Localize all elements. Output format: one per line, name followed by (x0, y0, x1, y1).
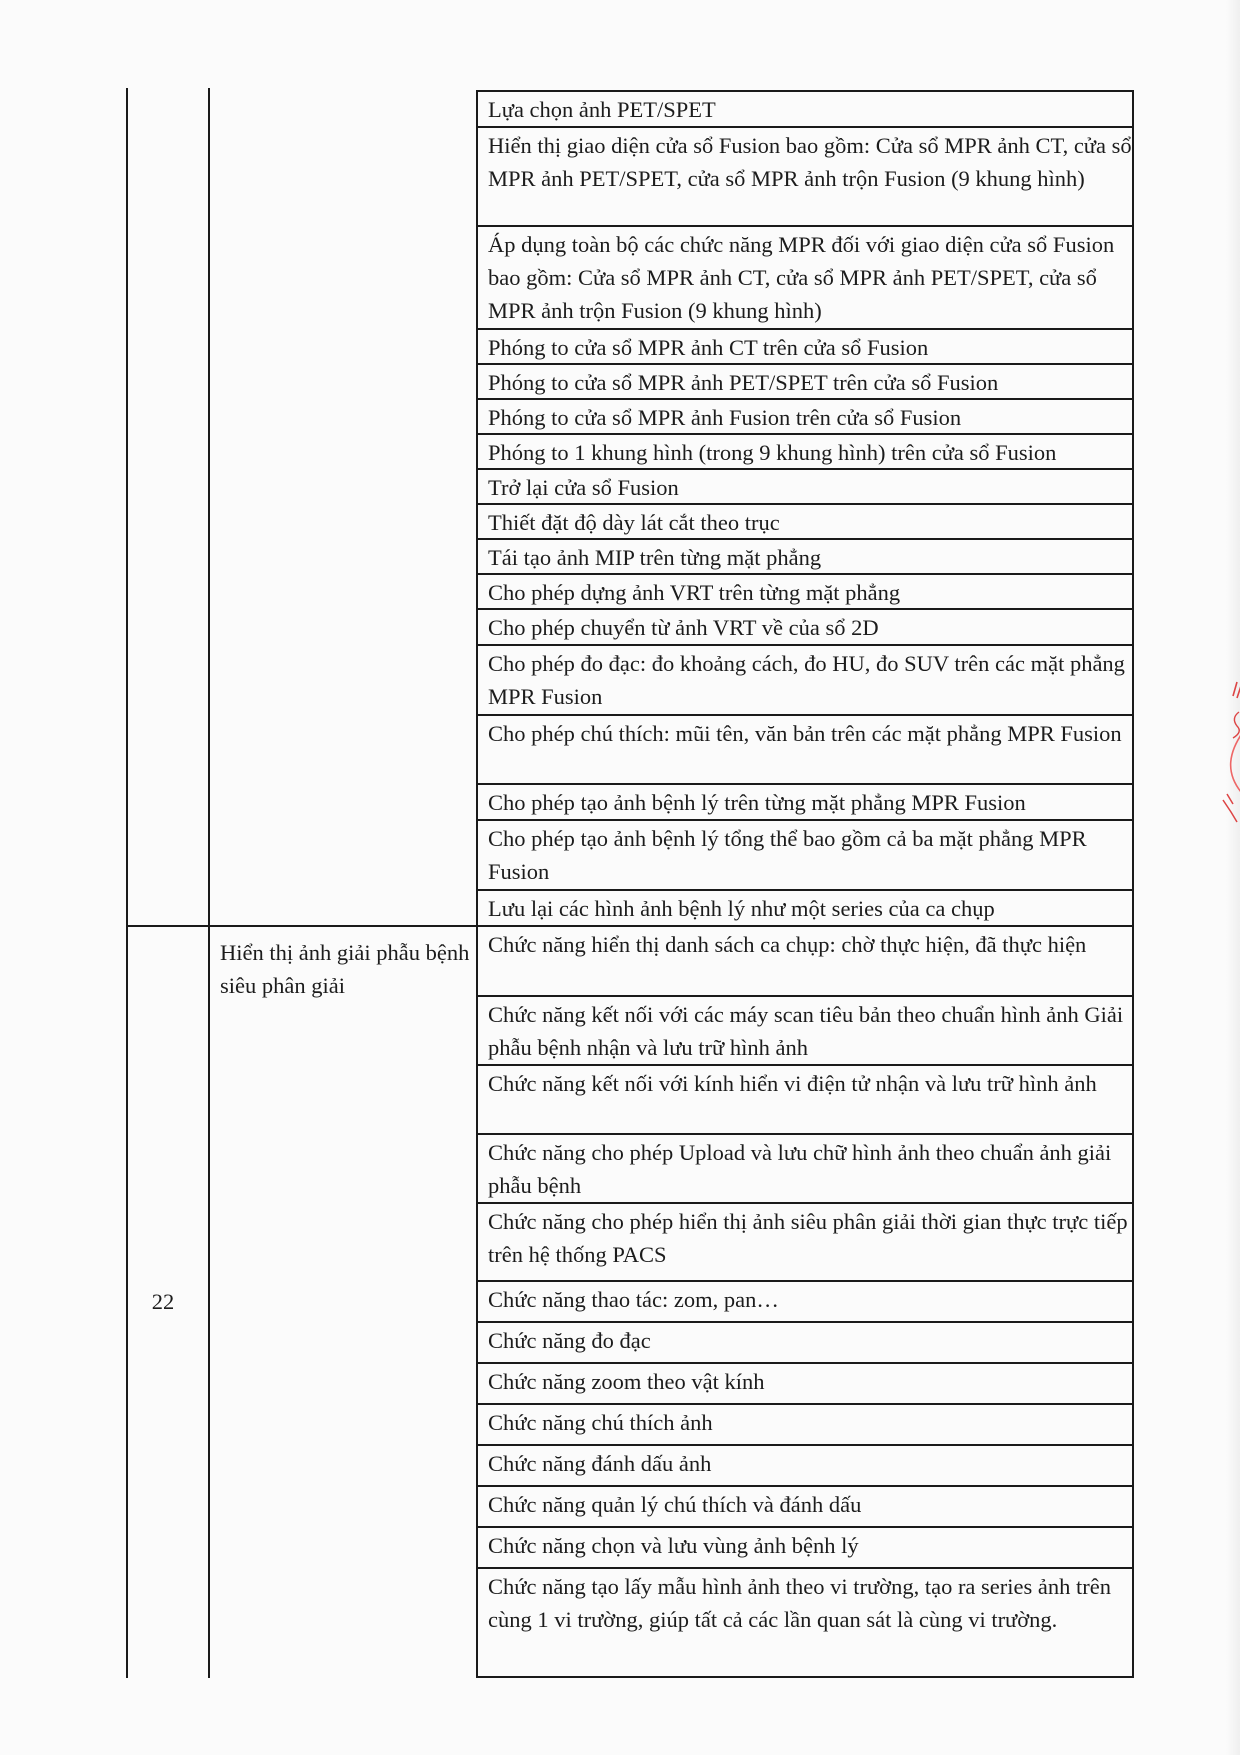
feature-cell (476, 225, 1134, 330)
feature-text: Cho phép dựng ảnh VRT trên từng mặt phẳng (488, 580, 901, 605)
feature-cell (476, 433, 1134, 470)
group-title: Hiển thị ảnh giải phẫu bệnh siêu phân giải (220, 940, 470, 998)
feature-text: Áp dụng toàn bộ các chức năng MPR đối với giao diện cửa sổ Fusion bao gồm: Cửa sổ MPR ảnh CT, cửa sổ MPR ảnh PET/SPET, cửa sổ MPR ảnh trộn Fusion (9 khung hình) (488, 232, 1115, 323)
feature-cell (476, 608, 1134, 646)
feature-cell (476, 90, 1134, 128)
feature-cell (476, 1567, 1134, 1678)
feature-cell (476, 1321, 1134, 1364)
feature-cell (476, 328, 1134, 365)
feature-text: Chức năng kết nối với các máy scan tiêu bản theo chuẩn hình ảnh Giải phẫu bệnh nhận và lưu trữ hình ảnh (488, 1002, 1124, 1060)
feature-cell (476, 1064, 1134, 1135)
feature-cell (476, 995, 1134, 1066)
feature-text: Thiết đặt độ dày lát cắt theo trục (488, 510, 780, 535)
stamp-fragment-icon (1215, 672, 1240, 832)
feature-text: Chức năng chú thích ảnh (488, 1410, 713, 1435)
feature-text: Chức năng đo đạc (488, 1328, 651, 1353)
feature-text: Cho phép đo đạc: đo khoảng cách, đo HU, đo SUV trên các mặt phẳng MPR Fusion (488, 651, 1125, 709)
feature-cell (476, 1202, 1134, 1282)
feature-text: Cho phép chú thích: mũi tên, văn bản trên các mặt phẳng MPR Fusion (488, 721, 1122, 746)
feature-text: Chức năng quản lý chú thích và đánh dấu (488, 1492, 862, 1517)
feature-text: Phóng to 1 khung hình (trong 9 khung hình) trên cửa sổ Fusion (488, 440, 1057, 465)
feature-text: Chức năng chọn và lưu vùng ảnh bệnh lý (488, 1533, 859, 1558)
feature-cell (476, 363, 1134, 400)
feature-cell (476, 1133, 1134, 1204)
feature-cell (476, 889, 1134, 927)
feature-text: Lựa chọn ảnh PET/SPET (488, 97, 716, 122)
feature-cell (476, 925, 1134, 997)
feature-text: Lưu lại các hình ảnh bệnh lý như một series của ca chụp (488, 896, 995, 921)
feature-text: Cho phép tạo ảnh bệnh lý tổng thể bao gồm cả ba mặt phẳng MPR Fusion (488, 826, 1087, 884)
feature-cell (476, 468, 1134, 505)
feature-cell (476, 503, 1134, 540)
feature-cell (476, 714, 1134, 785)
feature-cell (476, 126, 1134, 227)
feature-text: Phóng to cửa sổ MPR ảnh CT trên cửa sổ Fusion (488, 335, 929, 360)
feature-text: Chức năng cho phép Upload và lưu chữ hình ảnh theo chuẩn ảnh giải phẫu bệnh (488, 1140, 1112, 1198)
feature-cell (476, 1403, 1134, 1446)
feature-cell (476, 573, 1134, 610)
feature-cell (476, 1280, 1134, 1323)
feature-text: Chức năng tạo lấy mẫu hình ảnh theo vi trường, tạo ra series ảnh trên cùng 1 vi trường, giúp tất cả các lần quan sát là cùng vi trường. (488, 1574, 1111, 1632)
feature-text: Phóng to cửa sổ MPR ảnh PET/SPET trên cửa sổ Fusion (488, 370, 999, 395)
feature-cell (476, 1485, 1134, 1528)
feature-cell (476, 819, 1134, 891)
feature-cell (476, 1362, 1134, 1405)
group-number: 22 (151, 1289, 175, 1314)
feature-text: Chức năng hiển thị danh sách ca chụp: chờ thực hiện, đã thực hiện (488, 932, 1087, 957)
feature-cell (476, 398, 1134, 435)
feature-text: Phóng to cửa sổ MPR ảnh Fusion trên cửa sổ Fusion (488, 405, 962, 430)
feature-text: Trở lại cửa sổ Fusion (488, 475, 679, 500)
feature-text: Chức năng cho phép hiển thị ảnh siêu phân giải thời gian thực trực tiếp trên hệ thống PACS (488, 1209, 1128, 1267)
feature-cell (476, 1444, 1134, 1487)
feature-cell (476, 1526, 1134, 1569)
feature-cell (476, 644, 1134, 716)
feature-text: Chức năng thao tác: zom, pan… (488, 1287, 779, 1312)
feature-cell (476, 783, 1134, 821)
feature-text: Hiển thị giao diện cửa sổ Fusion bao gồm: Cửa sổ MPR ảnh CT, cửa sổ MPR ảnh PET/SPET, cửa sổ MPR ảnh trộn Fusion (9 khung hình) (488, 133, 1132, 191)
feature-text: Chức năng zoom theo vật kính (488, 1369, 765, 1394)
feature-text: Cho phép tạo ảnh bệnh lý trên từng mặt phẳng MPR Fusion (488, 790, 1026, 815)
feature-text: Chức năng đánh dấu ảnh (488, 1451, 712, 1476)
feature-cell (476, 538, 1134, 575)
feature-text: Chức năng kết nối với kính hiển vi điện tử nhận và lưu trữ hình ảnh (488, 1071, 1097, 1096)
feature-text: Tái tạo ảnh MIP trên từng mặt phẳng (488, 545, 822, 570)
feature-text: Cho phép chuyển từ ảnh VRT về của sổ 2D (488, 615, 879, 640)
